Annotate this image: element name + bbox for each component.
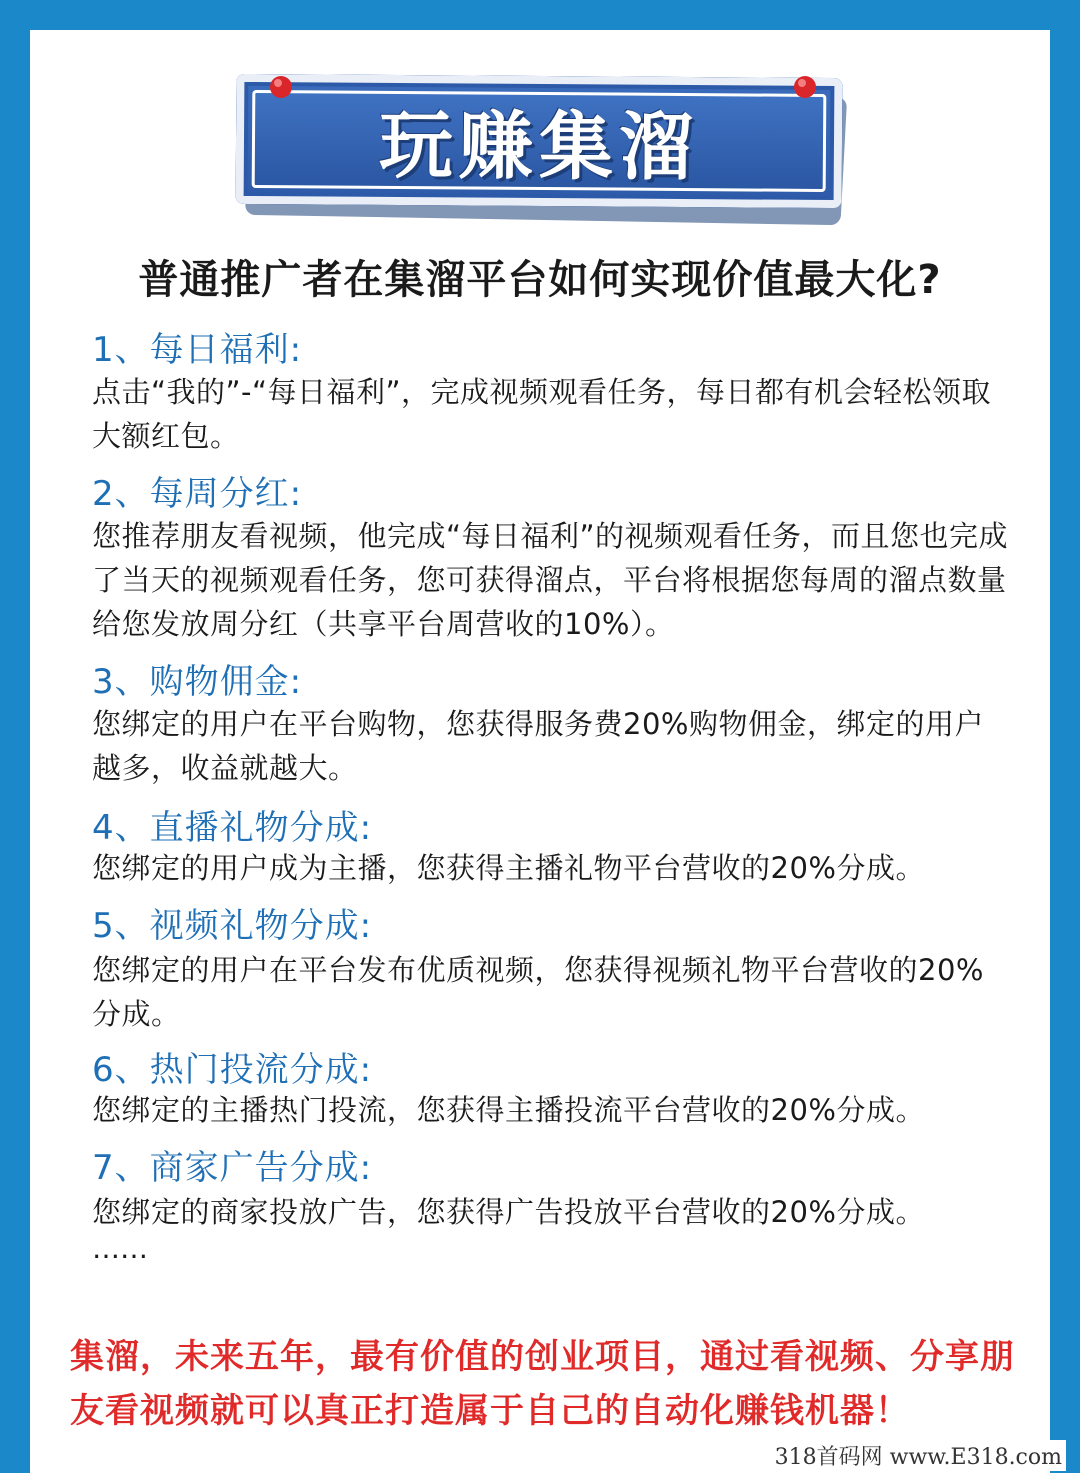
section-body: 点击“我的”-“每日福利”，完成视频观看任务，每日都有机会轻松领取大额红包。 <box>92 375 992 453</box>
section-heading: 2、每周分红: <box>92 474 303 514</box>
ellipsis: …… <box>92 1232 148 1265</box>
section-body: 您推荐朋友看视频，他完成“每日福利”的视频观看任务，而且您也完成了当天的视频观看任务，您可获得溜点，平台将根据您每周的溜点数量给您发放周分红（共享平台周营收的10%）。 <box>92 519 1009 641</box>
section-body: 您绑定的商家投放广告，您获得广告投放平台营收的20%分成。 <box>92 1195 925 1229</box>
site-watermark: 318首码网 www.E318.com <box>771 1440 1066 1471</box>
page-subtitle: 普通推广者在集溜平台如何实现价值最大化? <box>138 257 942 303</box>
title-banner <box>236 74 843 208</box>
pushpin-icon <box>268 74 294 100</box>
section-heading: 3、购物佣金: <box>92 662 303 702</box>
section-heading: 1、每日福利: <box>92 330 303 370</box>
section-heading: 6、热门投流分成: <box>92 1050 373 1090</box>
section-heading: 5、视频礼物分成: <box>92 906 373 946</box>
section-body: 您绑定的用户在平台发布优质视频，您获得视频礼物平台营收的20%分成。 <box>92 953 984 1031</box>
section-heading: 7、商家广告分成: <box>92 1148 373 1188</box>
section-body: 您绑定的主播热门投流，您获得主播投流平台营收的20%分成。 <box>92 1093 925 1127</box>
section-heading: 4、直播礼物分成: <box>92 808 373 848</box>
banner-title: 玩赚集溜 <box>378 102 700 192</box>
pushpin-icon <box>792 74 818 100</box>
closing-statement: 集溜，未来五年，最有价值的创业项目，通过看视频、分享朋友看视频就可以真正打造属于自己的自动化赚钱机器！ <box>70 1337 1015 1431</box>
section-body: 您绑定的用户成为主播，您获得主播礼物平台营收的20%分成。 <box>92 851 925 885</box>
section-body: 您绑定的用户在平台购物，您获得服务费20%购物佣金，绑定的用户越多，收益就越大。 <box>92 707 984 785</box>
